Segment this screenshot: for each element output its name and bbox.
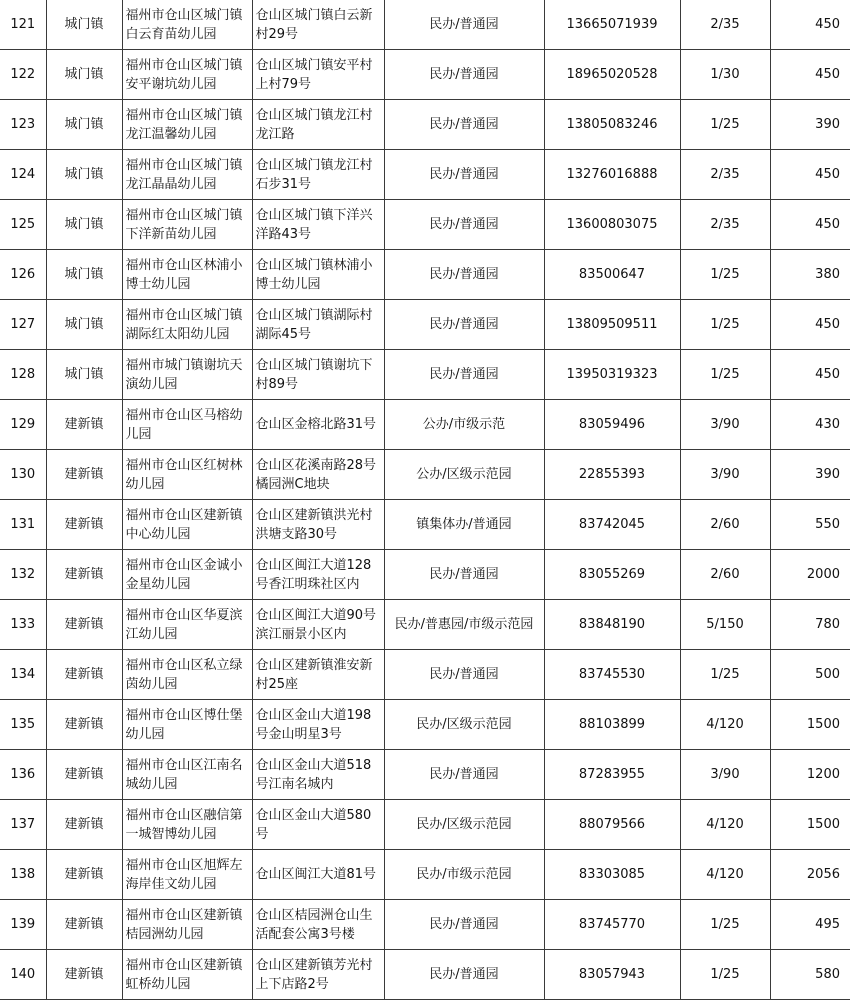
row-number-cell: 126 <box>0 250 46 300</box>
type-cell: 民办/普通园 <box>384 950 544 1000</box>
table-row <box>0 800 850 850</box>
kindergarten-name-cell: 福州市仓山区马榕幼儿园 <box>122 400 252 450</box>
phone-cell: 22855393 <box>544 450 680 500</box>
phone-cell: 13600803075 <box>544 200 680 250</box>
type-cell: 民办/普通园 <box>384 200 544 250</box>
address-cell: 仓山区城门镇湖际村湖际45号 <box>252 300 384 350</box>
row-number-cell: 137 <box>0 800 46 850</box>
row-number-cell: 131 <box>0 500 46 550</box>
phone-cell: 13809509511 <box>544 300 680 350</box>
town-cell: 城门镇 <box>46 300 122 350</box>
phone-cell: 88079566 <box>544 800 680 850</box>
town-cell: 建新镇 <box>46 450 122 500</box>
phone-cell: 83059496 <box>544 400 680 450</box>
table-row <box>0 700 850 750</box>
table-row <box>0 850 850 900</box>
town-cell: 建新镇 <box>46 650 122 700</box>
kindergarten-name-cell: 福州市仓山区建新镇中心幼儿园 <box>122 500 252 550</box>
row-number-cell: 139 <box>0 900 46 950</box>
table-row <box>0 750 850 800</box>
capacity-cell: 2056 <box>770 850 850 900</box>
kindergarten-name-cell: 福州市仓山区城门镇湖际红太阳幼儿园 <box>122 300 252 350</box>
classes-cell: 1/25 <box>680 950 770 1000</box>
town-cell: 建新镇 <box>46 500 122 550</box>
classes-cell: 4/120 <box>680 800 770 850</box>
kindergarten-name-cell: 福州市仓山区城门镇龙江晶晶幼儿园 <box>122 150 252 200</box>
row-number-cell: 124 <box>0 150 46 200</box>
capacity-cell: 380 <box>770 250 850 300</box>
address-cell: 仓山区城门镇白云新村29号 <box>252 0 384 50</box>
kindergarten-name-cell: 福州市仓山区江南名城幼儿园 <box>122 750 252 800</box>
type-cell: 民办/普通园 <box>384 300 544 350</box>
row-number-cell: 123 <box>0 100 46 150</box>
row-number-cell: 134 <box>0 650 46 700</box>
table-row <box>0 200 850 250</box>
kindergarten-name-cell: 福州市仓山区金诚小金星幼儿园 <box>122 550 252 600</box>
table-row <box>0 350 850 400</box>
capacity-cell: 2000 <box>770 550 850 600</box>
classes-cell: 1/25 <box>680 900 770 950</box>
kindergarten-name-cell: 福州市仓山区华夏滨江幼儿园 <box>122 600 252 650</box>
table-row <box>0 650 850 700</box>
type-cell: 民办/普通园 <box>384 650 544 700</box>
row-number-cell: 127 <box>0 300 46 350</box>
phone-cell: 13276016888 <box>544 150 680 200</box>
capacity-cell: 450 <box>770 200 850 250</box>
table-row <box>0 600 850 650</box>
kindergarten-name-cell: 福州市仓山区城门镇下洋新苗幼儿园 <box>122 200 252 250</box>
kindergarten-name-cell: 福州市仓山区旭辉左海岸佳文幼儿园 <box>122 850 252 900</box>
address-cell: 仓山区金山大道580号 <box>252 800 384 850</box>
classes-cell: 4/120 <box>680 700 770 750</box>
capacity-cell: 500 <box>770 650 850 700</box>
table-row <box>0 150 850 200</box>
row-number-cell: 132 <box>0 550 46 600</box>
type-cell: 民办/普通园 <box>384 550 544 600</box>
town-cell: 城门镇 <box>46 350 122 400</box>
type-cell: 民办/普通园 <box>384 100 544 150</box>
kindergarten-name-cell: 福州市仓山区建新镇虹桥幼儿园 <box>122 950 252 1000</box>
table-row <box>0 550 850 600</box>
address-cell: 仓山区城门镇林浦小博士幼儿园 <box>252 250 384 300</box>
capacity-cell: 1500 <box>770 800 850 850</box>
classes-cell: 1/30 <box>680 50 770 100</box>
address-cell: 仓山区城门镇龙江村石步31号 <box>252 150 384 200</box>
capacity-cell: 450 <box>770 300 850 350</box>
type-cell: 民办/区级示范园 <box>384 700 544 750</box>
classes-cell: 5/150 <box>680 600 770 650</box>
table-row <box>0 900 850 950</box>
row-number-cell: 121 <box>0 0 46 50</box>
capacity-cell: 1200 <box>770 750 850 800</box>
table-row <box>0 950 850 1000</box>
type-cell: 民办/普通园 <box>384 750 544 800</box>
capacity-cell: 390 <box>770 450 850 500</box>
kindergarten-name-cell: 福州市仓山区城门镇白云育苗幼儿园 <box>122 0 252 50</box>
capacity-cell: 450 <box>770 50 850 100</box>
town-cell: 建新镇 <box>46 750 122 800</box>
town-cell: 城门镇 <box>46 250 122 300</box>
phone-cell: 13950319323 <box>544 350 680 400</box>
type-cell: 民办/普通园 <box>384 150 544 200</box>
town-cell: 建新镇 <box>46 950 122 1000</box>
town-cell: 城门镇 <box>46 50 122 100</box>
classes-cell: 3/90 <box>680 400 770 450</box>
town-cell: 城门镇 <box>46 100 122 150</box>
phone-cell: 88103899 <box>544 700 680 750</box>
phone-cell: 83742045 <box>544 500 680 550</box>
capacity-cell: 450 <box>770 150 850 200</box>
address-cell: 仓山区金山大道518号江南名城内 <box>252 750 384 800</box>
address-cell: 仓山区闽江大道81号 <box>252 850 384 900</box>
type-cell: 民办/普通园 <box>384 350 544 400</box>
phone-cell: 87283955 <box>544 750 680 800</box>
capacity-cell: 550 <box>770 500 850 550</box>
address-cell: 仓山区花溪南路28号橘园洲C地块 <box>252 450 384 500</box>
row-number-cell: 133 <box>0 600 46 650</box>
type-cell: 公办/市级示范 <box>384 400 544 450</box>
kindergarten-name-cell: 福州市仓山区红树林幼儿园 <box>122 450 252 500</box>
address-cell: 仓山区城门镇谢坑下村89号 <box>252 350 384 400</box>
classes-cell: 1/25 <box>680 650 770 700</box>
phone-cell: 83745530 <box>544 650 680 700</box>
type-cell: 民办/市级示范园 <box>384 850 544 900</box>
town-cell: 城门镇 <box>46 200 122 250</box>
type-cell: 民办/区级示范园 <box>384 800 544 850</box>
phone-cell: 18965020528 <box>544 50 680 100</box>
town-cell: 城门镇 <box>46 150 122 200</box>
classes-cell: 1/25 <box>680 300 770 350</box>
type-cell: 民办/普通园 <box>384 50 544 100</box>
row-number-cell: 129 <box>0 400 46 450</box>
address-cell: 仓山区城门镇下洋兴洋路43号 <box>252 200 384 250</box>
row-number-cell: 140 <box>0 950 46 1000</box>
address-cell: 仓山区建新镇芳光村上下店路2号 <box>252 950 384 1000</box>
town-cell: 建新镇 <box>46 900 122 950</box>
kindergarten-name-cell: 福州市仓山区私立绿茵幼儿园 <box>122 650 252 700</box>
row-number-cell: 125 <box>0 200 46 250</box>
kindergarten-name-cell: 福州市仓山区融信第一城智博幼儿园 <box>122 800 252 850</box>
row-number-cell: 130 <box>0 450 46 500</box>
phone-cell: 83057943 <box>544 950 680 1000</box>
address-cell: 仓山区金榕北路31号 <box>252 400 384 450</box>
capacity-cell: 450 <box>770 350 850 400</box>
town-cell: 建新镇 <box>46 800 122 850</box>
classes-cell: 1/25 <box>680 350 770 400</box>
address-cell: 仓山区城门镇安平村上村79号 <box>252 50 384 100</box>
classes-cell: 3/90 <box>680 750 770 800</box>
type-cell: 民办/普通园 <box>384 250 544 300</box>
capacity-cell: 390 <box>770 100 850 150</box>
address-cell: 仓山区建新镇淮安新村25座 <box>252 650 384 700</box>
town-cell: 建新镇 <box>46 600 122 650</box>
type-cell: 民办/普通园 <box>384 900 544 950</box>
town-cell: 城门镇 <box>46 0 122 50</box>
row-number-cell: 138 <box>0 850 46 900</box>
table-row <box>0 0 850 50</box>
address-cell: 仓山区城门镇龙江村龙江路 <box>252 100 384 150</box>
phone-cell: 13805083246 <box>544 100 680 150</box>
phone-cell: 83500647 <box>544 250 680 300</box>
classes-cell: 1/25 <box>680 100 770 150</box>
town-cell: 建新镇 <box>46 850 122 900</box>
town-cell: 建新镇 <box>46 700 122 750</box>
capacity-cell: 430 <box>770 400 850 450</box>
table-row <box>0 300 850 350</box>
phone-cell: 83848190 <box>544 600 680 650</box>
table-row <box>0 500 850 550</box>
classes-cell: 2/60 <box>680 550 770 600</box>
kindergarten-name-cell: 福州市仓山区建新镇桔园洲幼儿园 <box>122 900 252 950</box>
kindergarten-name-cell: 福州市仓山区城门镇龙江温馨幼儿园 <box>122 100 252 150</box>
type-cell: 民办/普惠园/市级示范园 <box>384 600 544 650</box>
kindergarten-name-cell: 福州市仓山区林浦小博士幼儿园 <box>122 250 252 300</box>
classes-cell: 3/90 <box>680 450 770 500</box>
table-row <box>0 50 850 100</box>
row-number-cell: 136 <box>0 750 46 800</box>
capacity-cell: 495 <box>770 900 850 950</box>
classes-cell: 4/120 <box>680 850 770 900</box>
row-number-cell: 135 <box>0 700 46 750</box>
address-cell: 仓山区桔园洲仓山生活配套公寓3号楼 <box>252 900 384 950</box>
kindergarten-name-cell: 福州市仓山区博仕堡幼儿园 <box>122 700 252 750</box>
address-cell: 仓山区金山大道198号金山明星3号 <box>252 700 384 750</box>
capacity-cell: 1500 <box>770 700 850 750</box>
table-row <box>0 100 850 150</box>
classes-cell: 1/25 <box>680 250 770 300</box>
capacity-cell: 780 <box>770 600 850 650</box>
table-row <box>0 400 850 450</box>
address-cell: 仓山区闽江大道128号香江明珠社区内 <box>252 550 384 600</box>
phone-cell: 83745770 <box>544 900 680 950</box>
town-cell: 建新镇 <box>46 400 122 450</box>
classes-cell: 2/35 <box>680 200 770 250</box>
address-cell: 仓山区闽江大道90号滨江丽景小区内 <box>252 600 384 650</box>
town-cell: 建新镇 <box>46 550 122 600</box>
kindergarten-name-cell: 福州市城门镇谢坑天演幼儿园 <box>122 350 252 400</box>
classes-cell: 2/35 <box>680 150 770 200</box>
phone-cell: 13665071939 <box>544 0 680 50</box>
type-cell: 镇集体办/普通园 <box>384 500 544 550</box>
row-number-cell: 128 <box>0 350 46 400</box>
row-number-cell: 122 <box>0 50 46 100</box>
table-row <box>0 450 850 500</box>
capacity-cell: 450 <box>770 0 850 50</box>
type-cell: 公办/区级示范园 <box>384 450 544 500</box>
classes-cell: 2/35 <box>680 0 770 50</box>
table-row <box>0 250 850 300</box>
type-cell: 民办/普通园 <box>384 0 544 50</box>
address-cell: 仓山区建新镇洪光村洪塘支路30号 <box>252 500 384 550</box>
phone-cell: 83303085 <box>544 850 680 900</box>
classes-cell: 2/60 <box>680 500 770 550</box>
phone-cell: 83055269 <box>544 550 680 600</box>
kindergarten-name-cell: 福州市仓山区城门镇安平谢坑幼儿园 <box>122 50 252 100</box>
capacity-cell: 580 <box>770 950 850 1000</box>
